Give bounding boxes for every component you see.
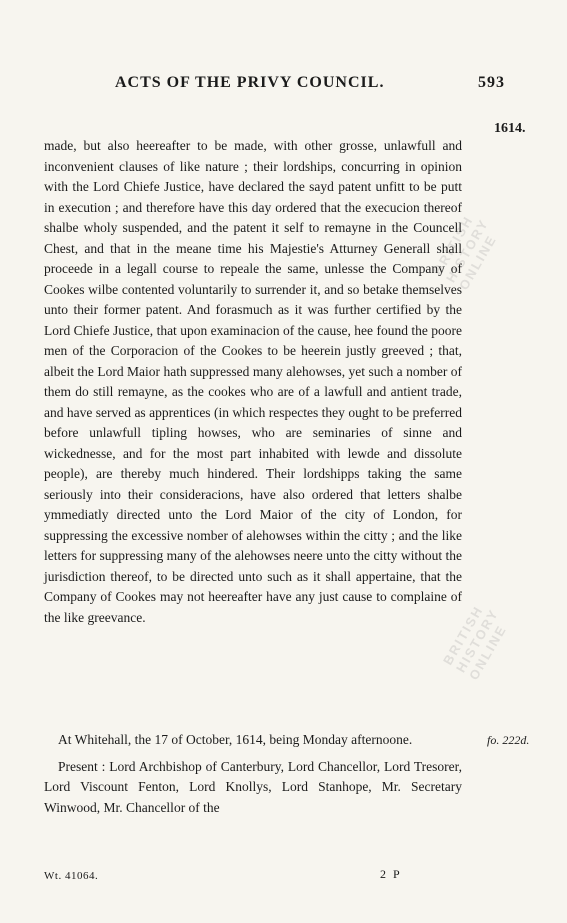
- body-text: [44, 136, 462, 628]
- meeting-entry: [44, 730, 462, 824]
- watermark: BRITISH HISTORY ONLINE: [440, 602, 510, 683]
- folio-reference: fo. 222d.: [487, 733, 530, 747]
- page-number: 593: [478, 74, 505, 91]
- running-title: ACTS OF THE PRIVY COUNCIL.: [115, 74, 385, 91]
- watermark: BRITISH HISTORY ONLINE: [430, 212, 500, 293]
- present-list: Present : Lord Archbishop of Canterbury, Lord Chancellor, Lord Tresorer, Lord Viscount Fenton, Lord Knollys, Lord Stanhope, Mr. Secretary Winwood, Mr. Chancellor of the: [44, 758, 462, 815]
- signature-mark: 2 P: [380, 867, 402, 881]
- margin-year: 1614.: [494, 121, 526, 136]
- printer-mark: Wt. 41064.: [44, 870, 99, 882]
- meeting-heading: At Whitehall, the 17 of October, 1614, being Monday afternoone.: [58, 732, 413, 747]
- body-paragraph: made, but also heereafter to be made, with other grosse, unlawfull and inconvenient clauses of like nature ; their lordships, concurring in opinion with the Lord Chiefe Justice, have declared the sayd patent unfitt to be putt in execution ; and therefore have this day ordered that the execucion thereof shalbe wholy suspended, and the patent it self to remayne in the Councell Chest, and that in the meane time his Majestie's Atturney Generall shall proceede in a legall course to repeale the same, unlesse the Company of Cookes wilbe contented voluntarily to surrender it, and so betake themselves unto their former patent. And forasmuch as it was further certified by the Lord Chiefe Justice, that upon examinacion of the cause, hee found the poore men of the Corporacion of the Cookes to be heerein justly greeved ; that, albeit the Lord Maior hath suppressed many alehowses, yet such a nomber of them do still remayne, as the cookes who are of a lawfull and antient trade, and have served as apprentices (in which respectes they ought to be preferred before unlawfull tipling howses, who are seminaries of sinne and wickednesse, and for the most part inhabited with lewde and dissolute people), are thereby much hindered. Their lordshipps taking the same seriously into their consideracions, have also ordered that letters shalbe ymmediatly directed unto the Lord Maior of the city of London, for suppressing the excessive nomber of alehowses within the citty ; and the like letters for suppressing many of the alehowses neere unto the citty without the jurisdiction thereof, to be directed unto such as it shall appertaine, that the Company of Cookes may not heereafter have any just cause to complaine of the like greevance.: [44, 138, 462, 625]
